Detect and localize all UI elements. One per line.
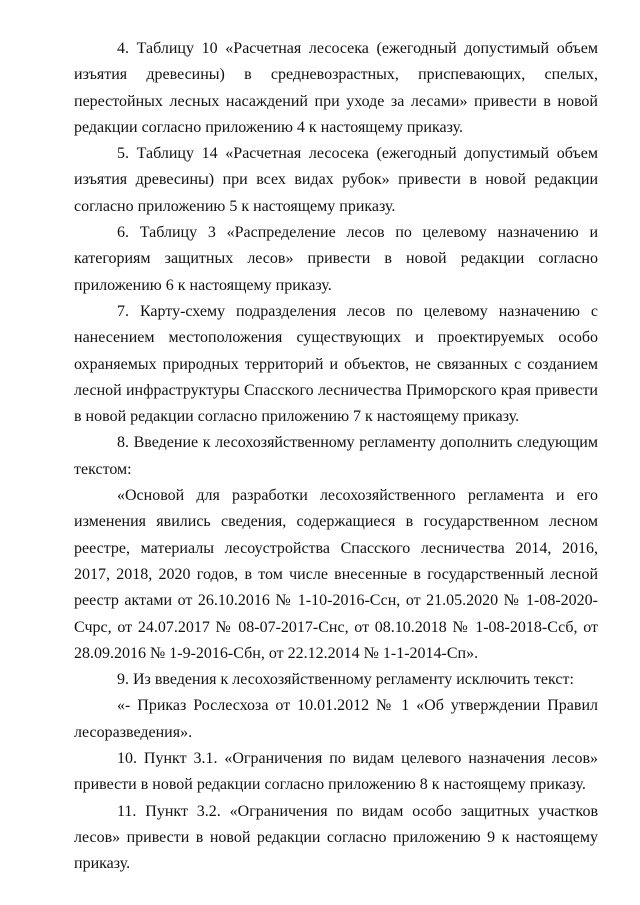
paragraph-item-5: 5. Таблицу 14 «Расчетная лесосека (ежегодный допустимый объем изъятия древесины) при всех видах рубок» привести в новой редакции согласно приложению 5 к настоящему приказу. [74, 145, 598, 215]
paragraph-item-10: 10. Пункт 3.1. «Ограничения по видам целевого назначения лесов» привести в новой редакции согласно приложению 8 к настоящему приказу. [74, 750, 598, 794]
document-page [74, 36, 598, 878]
paragraph-item-6: 6. Таблицу 3 «Распределение лесов по целевому назначению и категориям защитных лесов» привести в новой редакции согласно приложению 6 к настоящему приказу. [74, 224, 598, 294]
excluded-text-quote: «- Приказ Рослесхоза от 10.01.2012 № 1 «Об утверждении Правил лесоразведения». [74, 697, 598, 741]
paragraph-item-7: 7. Карту-схему подразделения лесов по целевому назначению с нанесением местоположения существующих и проектируемых особо охраняемых природных территорий и объектов, не связанных с созданием лесной инфраструктуры Спасского лесничества Приморского края привести в новой редакции согласно приложению 7 к настоящему приказу. [74, 302, 598, 426]
paragraph-item-8: 8. Введение к лесохозяйственному регламенту дополнить следующим текстом: [74, 434, 598, 478]
paragraph-item-4: 4. Таблицу 10 «Расчетная лесосека (ежегодный допустимый объем изъятия древесины) в средневозрастных, приспевающих, спелых, перестойных лесных насаждений при уходе за лесами» привести в новой редакции согласно приложению 4 к настоящему приказу. [74, 40, 598, 136]
paragraph-item-9: 9. Из введения к лесохозяйственному регламенту исключить текст: [117, 671, 574, 689]
quoted-introduction-text: «Основой для разработки лесохозяйственного регламента и его изменения явились сведения, содержащиеся в государственном лесном реестре, материалы лесоустройства Спасского лесничества 2014, 2016, 2017, 2018, 2020 годов, в том числе внесенные в государственный лесной реестр актами от 26.10.2016 № 1-10-2016-Ссн, от 21.05.2020 № 1-08-2020-Счрс, от 24.07.2017 № 08-07-2017-Снс, от 08.10.2018 № 1-08-2018-Ссб, от 28.09.2016 № 1-9-2016-Сбн, от 22.12.2014 № 1-1-2014-Сп». [74, 487, 598, 662]
paragraph-item-11: 11. Пункт 3.2. «Ограничения по видам особо защитных участков лесов» привести в новой редакции согласно приложению 9 к настоящему приказу. [74, 802, 598, 873]
